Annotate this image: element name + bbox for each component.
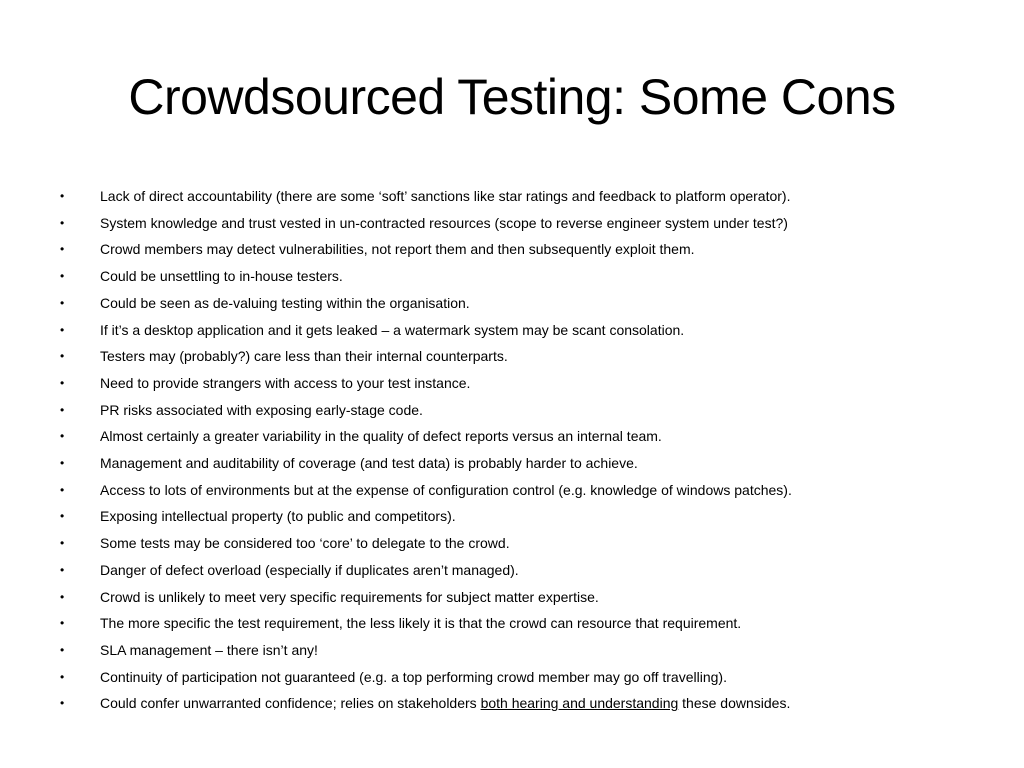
bullet-icon: • — [60, 295, 65, 310]
bullet-text: Could be unsettling to in-house testers. — [100, 268, 343, 285]
bullet-icon: • — [60, 616, 65, 631]
bullet-item — [54, 610, 1004, 637]
underlined-emphasis: both hearing and understanding — [480, 695, 679, 712]
bullet-item — [54, 290, 1004, 317]
bullet-item — [54, 557, 1004, 584]
bullet-icon: • — [60, 322, 65, 337]
bullet-text: Access to lots of environments but at the expense of configuration control (e.g. knowledge of windows patches). — [100, 481, 792, 498]
slide-title: Crowdsourced Testing: Some Cons — [128, 69, 896, 125]
bullet-icon: • — [60, 349, 65, 364]
bullet-icon: • — [60, 482, 65, 497]
bullet-text: Almost certainly a greater variability in the quality of defect reports versus an internal team. — [100, 428, 662, 445]
bullet-text: SLA management – there isn’t any! — [100, 641, 318, 658]
bullet-icon: • — [60, 242, 65, 257]
bullet-item — [54, 343, 1004, 370]
bullet-item — [54, 317, 1004, 344]
bullet-text: Need to provide strangers with access to your test instance. — [100, 374, 471, 391]
bullet-item — [54, 530, 1004, 557]
bullet-text: Exposing intellectual property (to public and competitors). — [100, 508, 456, 525]
bullet-icon: • — [60, 189, 65, 203]
bullet-icon: • — [60, 215, 65, 230]
bullet-text-start: Could confer unwarranted confidence; relies on stakeholders — [100, 695, 481, 712]
bullet-text: Some tests may be considered too ‘core’ to delegate to the crowd. — [100, 535, 510, 552]
bullet-item — [54, 584, 1004, 611]
bullet-item — [54, 236, 1004, 263]
bullet-text: Crowd is unlikely to meet very specific requirements for subject matter expertise. — [100, 588, 599, 605]
bullet-item — [54, 263, 1004, 290]
bullet-text: Testers may (probably?) care less than their internal counterparts. — [100, 348, 508, 365]
bullet-item — [54, 477, 1004, 504]
bullet-icon: • — [60, 456, 65, 471]
bullet-text-end: these downsides. — [678, 695, 791, 712]
bullet-icon: • — [60, 509, 65, 524]
bullet-text: The more specific the test requirement, the less likely it is that the crowd can resource that requirement. — [100, 615, 742, 632]
bullet-icon: • — [60, 429, 65, 444]
bullet-list — [54, 183, 1004, 717]
bullet-icon: • — [60, 562, 65, 577]
bullet-item — [54, 423, 1004, 450]
bullet-icon: • — [60, 536, 65, 551]
bullet-text: Danger of defect overload (especially if duplicates aren’t managed). — [100, 561, 519, 578]
bullet-text: Management and auditability of coverage (and test data) is probably harder to achieve. — [100, 455, 638, 472]
bullet-icon: • — [60, 669, 65, 684]
bullet-text: Crowd members may detect vulnerabilities, not report them and then subsequently exploit them. — [100, 241, 695, 258]
bullet-icon: • — [60, 696, 65, 711]
bullet-text: System knowledge and trust vested in un-contracted resources (scope to reverse engineer system under test?) — [100, 214, 788, 231]
bullet-text: If it’s a desktop application and it gets leaked – a watermark system may be scant consolation. — [100, 321, 685, 338]
bullet-text: Lack of direct accountability (there are some ‘soft’ sanctions like star ratings and feedback to platform operator). — [100, 188, 791, 204]
bullet-text: Continuity of participation not guaranteed (e.g. a top performing crowd member may go off travelling). — [100, 668, 727, 685]
bullet-item — [54, 210, 1004, 237]
bullet-icon: • — [60, 375, 65, 390]
bullet-item — [54, 183, 1004, 210]
bullet-icon: • — [60, 402, 65, 417]
bullet-item-last — [54, 690, 1004, 717]
bullet-item — [54, 637, 1004, 664]
bullet-item — [54, 503, 1004, 530]
bullet-item — [54, 450, 1004, 477]
bullet-icon: • — [60, 269, 65, 284]
bullet-icon: • — [60, 589, 65, 604]
bullet-item — [54, 370, 1004, 397]
bullet-icon: • — [60, 642, 65, 657]
bullet-text: Could be seen as de-valuing testing within the organisation. — [100, 294, 470, 311]
bullet-item — [54, 664, 1004, 691]
bullet-item — [54, 397, 1004, 424]
bullet-text: PR risks associated with exposing early-stage code. — [100, 401, 423, 418]
